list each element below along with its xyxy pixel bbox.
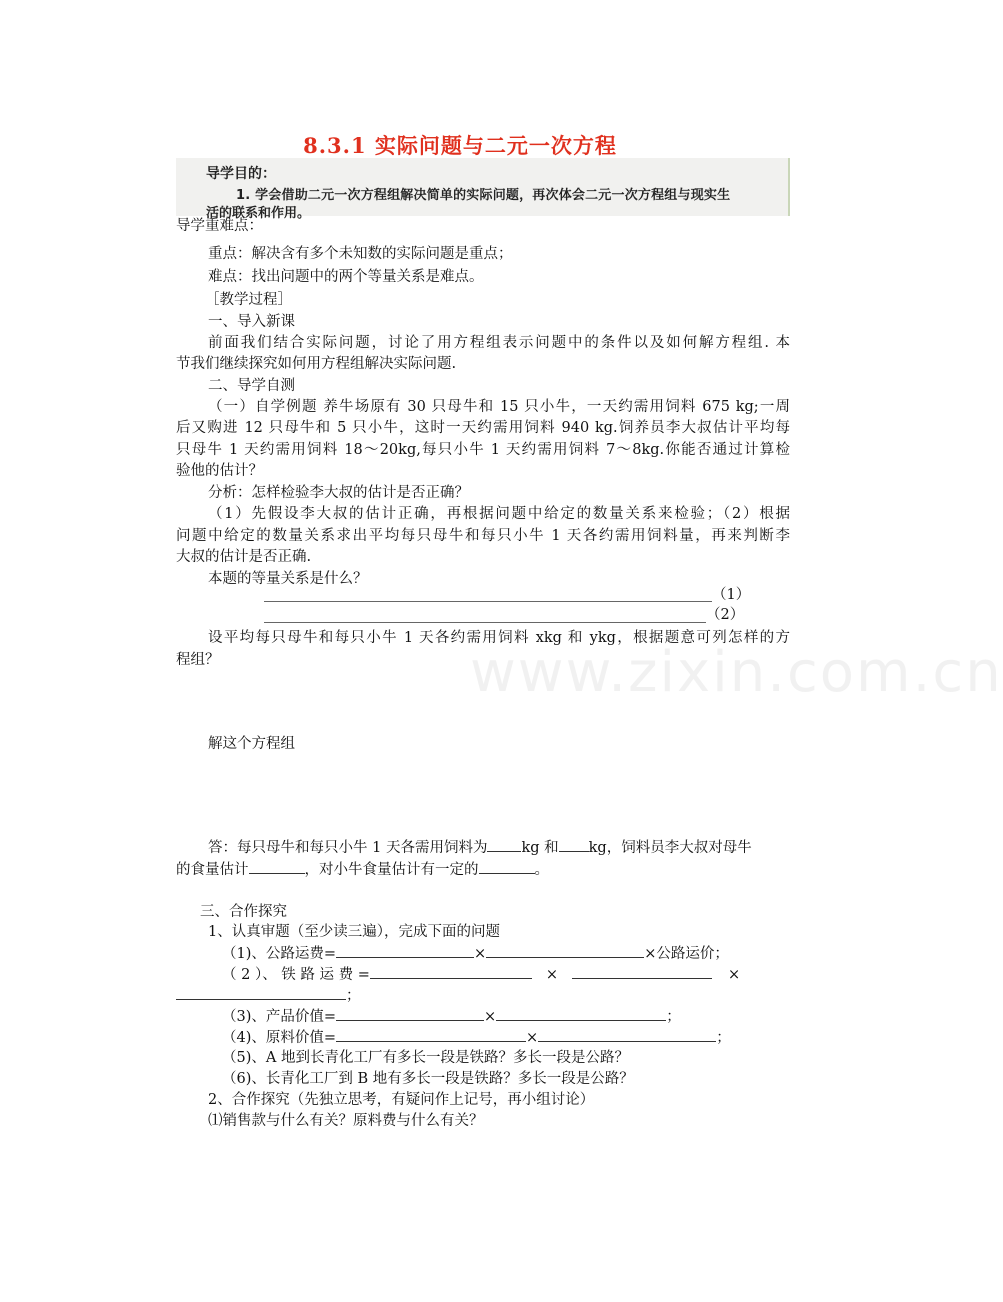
objectives-line-2: 活的联系和作用。 — [206, 206, 311, 221]
item5-question: （5)、A 地到长青化工厂有多长一段是铁路？多长一段是公路？ — [222, 1050, 629, 1066]
section1-paragraph-line1: 前面我们结合实际问题，讨论了用方程组表示问题中的条件以及如何解方程组. 本 — [208, 335, 790, 351]
item1-blank-1[interactable] — [336, 943, 474, 958]
item2-blank-3[interactable] — [176, 985, 346, 1000]
section1-heading: 一、导入新课 — [208, 314, 295, 330]
item2-blank-2[interactable] — [572, 964, 712, 979]
item4-material-value: （4)、原料价值= × ； — [222, 1027, 731, 1048]
watermark: www.zixin.com.cn — [470, 640, 1003, 705]
relation-blank-1[interactable] — [264, 601, 712, 602]
difficulty-text: 难点：找出问题中的两个等量关系是难点。 — [208, 269, 484, 285]
item3-blank-1[interactable] — [336, 1006, 484, 1021]
relation-mark-1: （1） — [712, 587, 751, 603]
setup-line1: 设平均每只母牛和每只小牛 1 天各约需用饲料 xkg 和 ykg，根据题意可列怎样的方 — [208, 630, 790, 646]
relation-mark-2: （2） — [706, 607, 745, 623]
item6-question: （6)、长青化工厂到 B 地有多长一段是铁路？多长一段是公路？ — [222, 1071, 634, 1087]
example-line4: 验他的估计？ — [176, 463, 263, 479]
objectives-box — [176, 158, 790, 221]
example-line1: （一）自学例题 养牛场原有 30 只母牛和 15 只小牛，一天约需用饲料 675 kg;一周 — [208, 399, 790, 415]
relation-question: 本题的等量关系是什么？ — [208, 571, 368, 587]
setup-line2: 程组？ — [176, 652, 220, 668]
relation-blank-2[interactable] — [264, 622, 706, 623]
example-line2: 后又购进 12 只母牛和 5 只小牛，这时一天约需用饲料 940 kg.饲养员李大叔估计平均每 — [176, 420, 790, 436]
answer-blank-calf[interactable] — [559, 837, 589, 852]
section3-question2-1: ⑴销售款与什么有关？原料费与什么有关？ — [208, 1113, 484, 1129]
item2-blank-1[interactable] — [370, 964, 532, 979]
item4-blank-2[interactable] — [538, 1027, 716, 1042]
analysis-line3: 大叔的估计是否正确. — [176, 549, 312, 565]
answer-blank-calf-estimate[interactable] — [479, 859, 535, 874]
example-line3: 只母牛 1 天约需用饲料 18～20kg,每只小牛 1 天约需用饲料 7～8kg.你能否通过计算检 — [176, 442, 790, 458]
item3-product-value: （3)、产品价值= × ； — [222, 1006, 681, 1027]
analysis-line2: 问题中给定的数量关系求出平均每只母牛和每只小牛 1 天各约需用饲料量，再来判断李 — [176, 528, 790, 544]
process-heading: ［教学过程］ — [205, 292, 292, 308]
analysis-line1: （1）先假设李大叔的估计正确，再根据问题中给定的数量关系来检验；（2）根据 — [208, 506, 790, 522]
section1-paragraph-line2: 节我们继续探究如何用方程组解决实际问题. — [176, 356, 457, 372]
focus-text: 重点：解决含有多个未知数的实际问题是重点； — [208, 246, 513, 262]
item2-continuation: ； — [176, 985, 361, 1006]
item2-railway-cost: （ 2 ）、 铁 路 运 费 = × × — [222, 964, 740, 985]
section3-heading: 三、合作探究 — [200, 904, 287, 920]
solve-prompt: 解这个方程组 — [208, 736, 295, 752]
analysis-question: 分析：怎样检验李大叔的估计是否正确？ — [208, 485, 469, 501]
objectives-line-1: 1. 学会借助二元一次方程组解决简单的实际问题，再次体会二元一次方程组与现实生 — [236, 188, 731, 203]
page-title: 8.3.1 实际问题与二元一次方程 — [303, 133, 617, 158]
section3-question1: 1、认真审题（至少读三遍），完成下面的问题 — [208, 924, 500, 940]
key-points-heading: 导学重难点： — [176, 218, 263, 234]
item1-blank-2[interactable] — [486, 943, 644, 958]
answer-blank-cow[interactable] — [487, 837, 521, 852]
answer-line2: 的食量估计 ，对小牛食量估计有一定的 。 — [176, 859, 549, 880]
item3-blank-2[interactable] — [496, 1006, 666, 1021]
section3-question2: 2、合作探究（先独立思考，有疑问作上记号，再小组讨论） — [208, 1092, 595, 1108]
answer-blank-cow-estimate[interactable] — [249, 859, 305, 874]
item1-highway-cost: （1)、公路运费= × ×公路运价； — [222, 943, 729, 964]
section2-heading: 二、导学自测 — [208, 378, 295, 394]
answer-line1: 答：每只母牛和每只小牛 1 天各需用饲料为 kg 和 kg，饲料员李大叔对母牛 — [208, 837, 752, 858]
item4-blank-1[interactable] — [336, 1027, 526, 1042]
objectives-heading: 导学目的： — [206, 166, 276, 182]
